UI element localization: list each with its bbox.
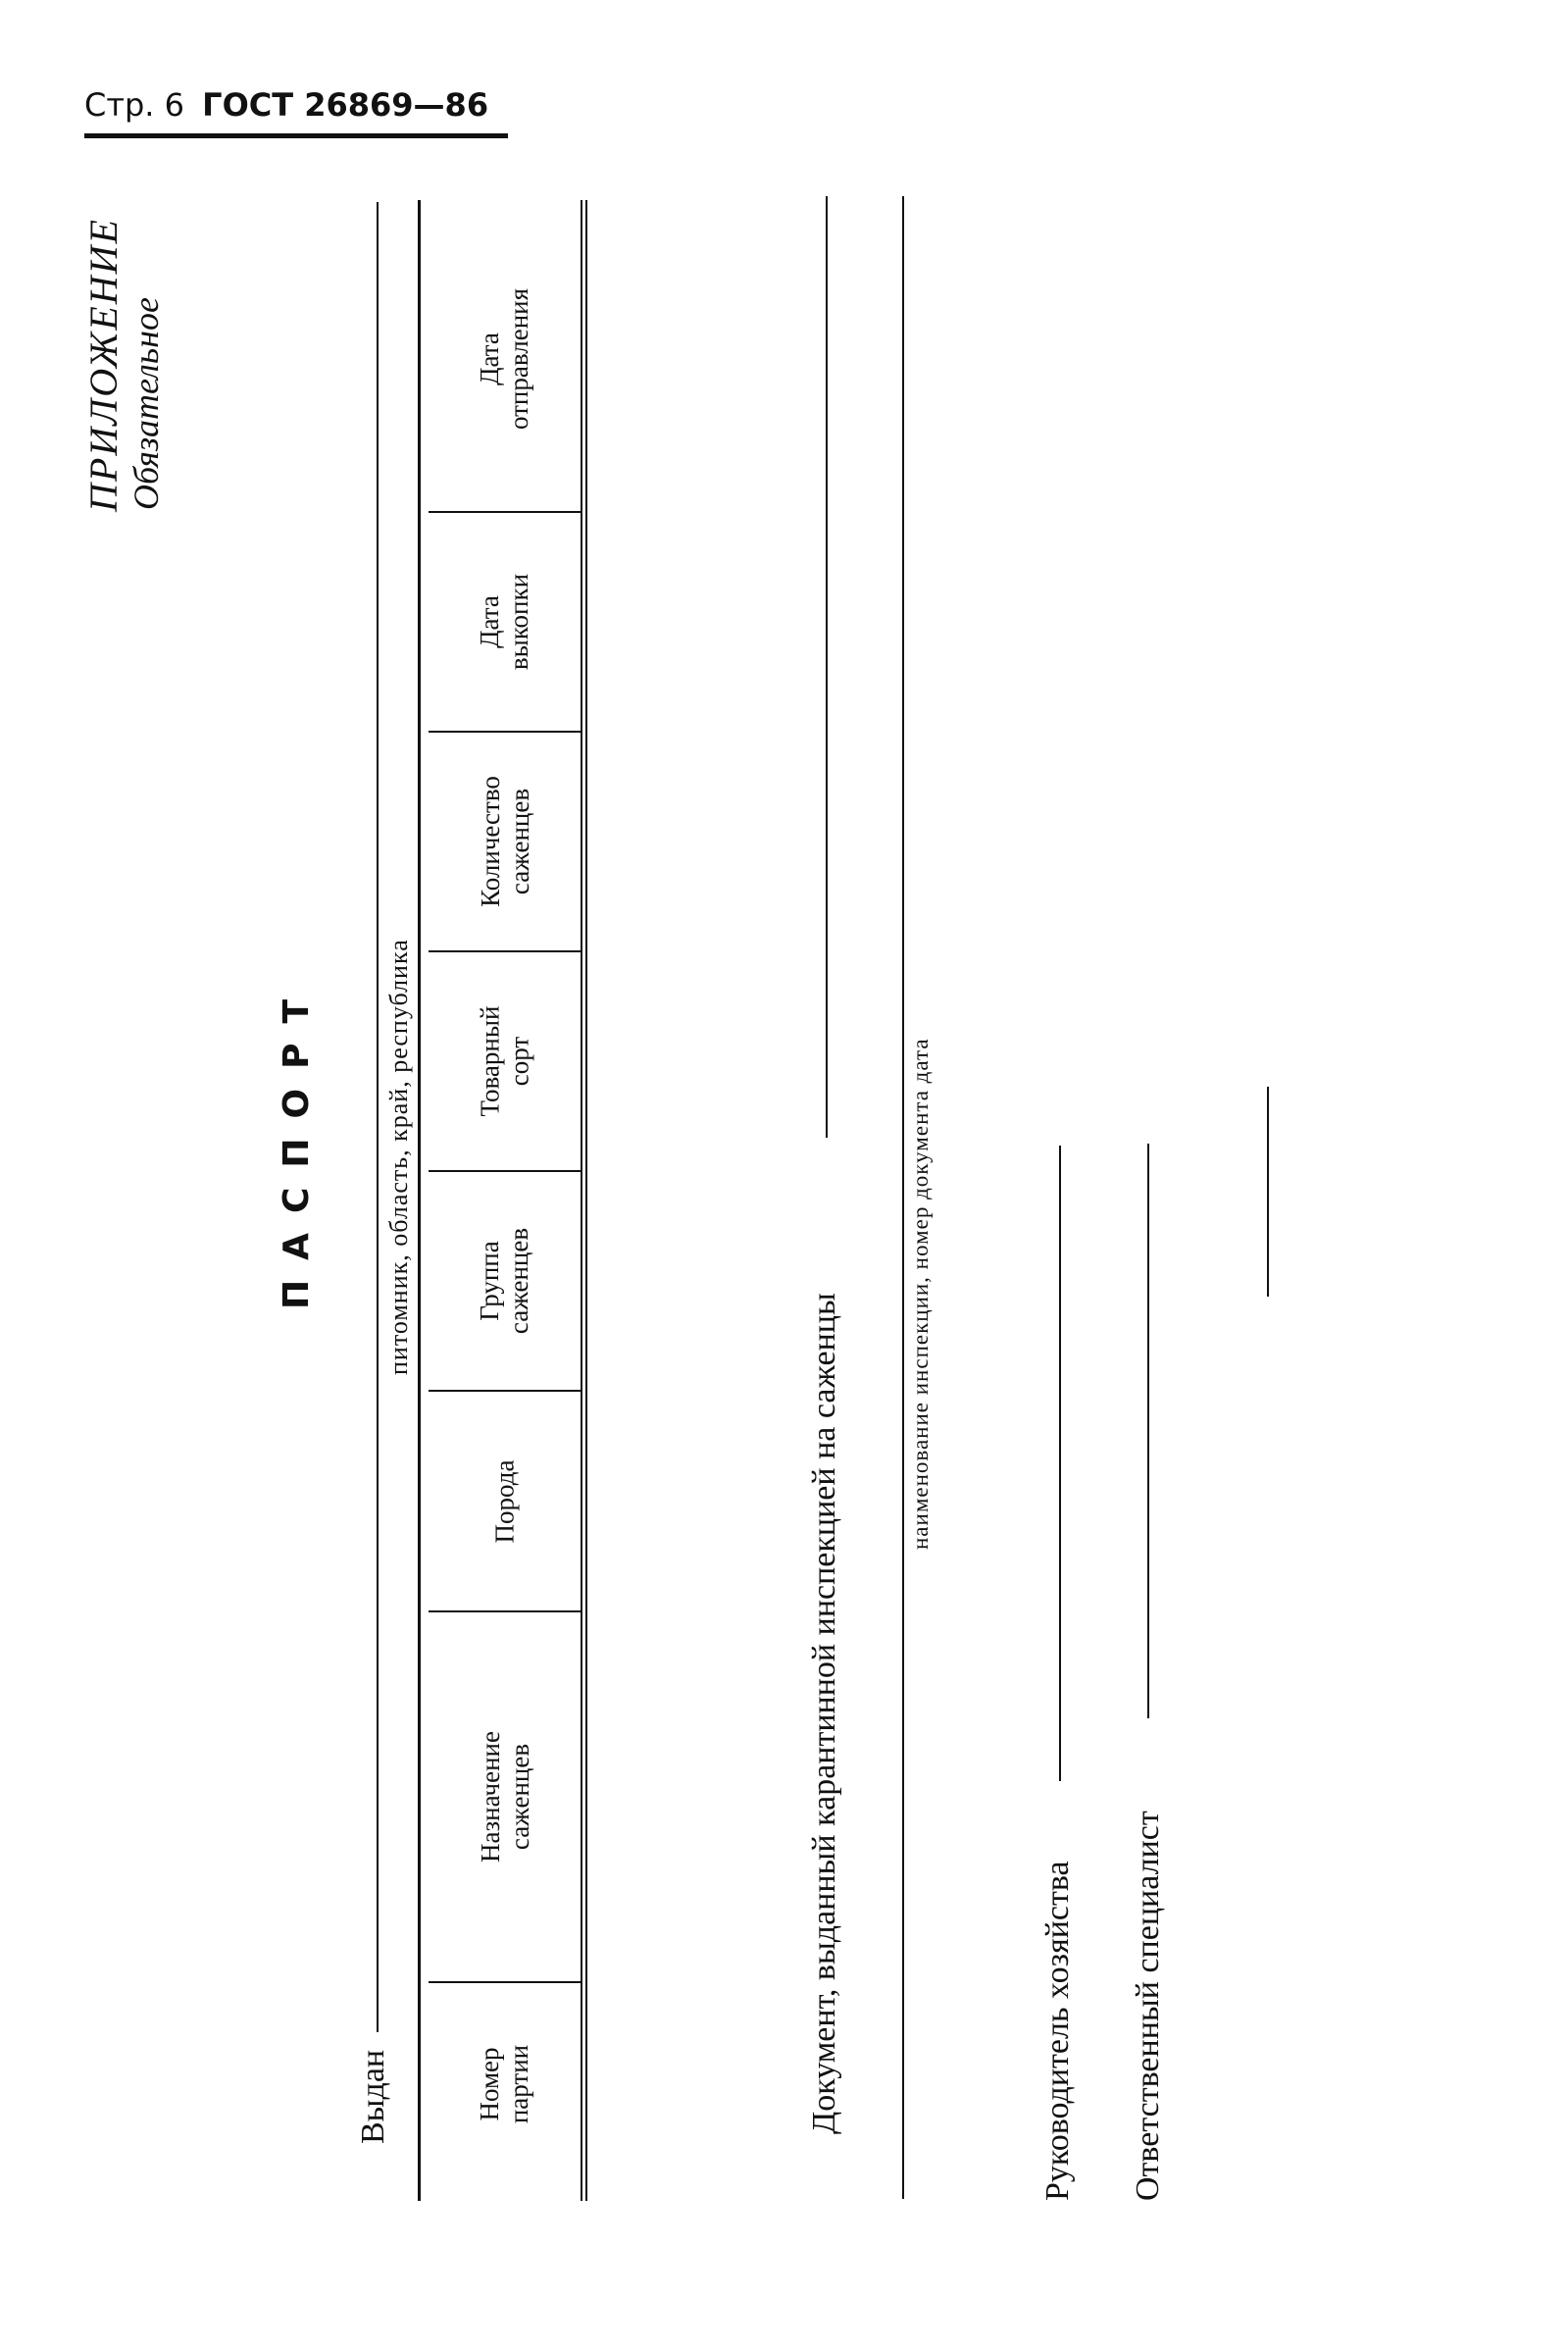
specialist-label: Ответственный специалист — [1130, 1811, 1166, 2201]
page-ref: Стр. 6 — [84, 86, 184, 124]
issued-blank-line — [377, 202, 379, 2032]
manager-label: Руководитель хозяйства — [1039, 1861, 1076, 2201]
appendix-title: ПРИЛОЖЕНИЕ — [81, 218, 126, 512]
document-blank-line — [826, 196, 828, 1138]
issued-label: Выдан — [355, 2049, 391, 2144]
header-rule — [84, 133, 508, 138]
form-title: ПАСПОРТ — [277, 979, 317, 1309]
manager-signature-line — [1059, 1146, 1061, 1781]
col-header-dispatch-date: Дата отправления — [475, 287, 534, 430]
specialist-signature-line — [1147, 1144, 1149, 1718]
col-header-species: Порода — [489, 1459, 520, 1543]
table-top-rule — [418, 200, 421, 2201]
extra-signature-line — [1267, 1087, 1269, 1297]
col-header-group: Группа саженцев — [475, 1227, 534, 1335]
col-header-grade: Товарный сорт — [475, 1005, 534, 1117]
standard-number: ГОСТ 26869—86 — [202, 86, 489, 124]
table-header-rule-1 — [581, 200, 582, 2201]
col-header-dig-date: Дата выкопки — [475, 573, 534, 671]
issued-hint: питомник, область, край, республика — [384, 939, 413, 1375]
col-header-purpose: Назначение саженцев — [475, 1731, 534, 1863]
col-header-batch-number: Номер партии — [475, 2044, 534, 2123]
document-detail-line — [902, 196, 904, 2199]
col-header-quantity: Количество саженцев — [475, 776, 534, 907]
table-header-rule-2 — [585, 200, 587, 2201]
page-header — [84, 86, 488, 124]
appendix-subtitle: Обязательное — [126, 297, 166, 510]
document-hint: наименование инспекции, номер документа дата — [908, 1038, 933, 1550]
document-label: Документ, выданный карантинной инспекцией на саженцы — [806, 1293, 842, 2134]
